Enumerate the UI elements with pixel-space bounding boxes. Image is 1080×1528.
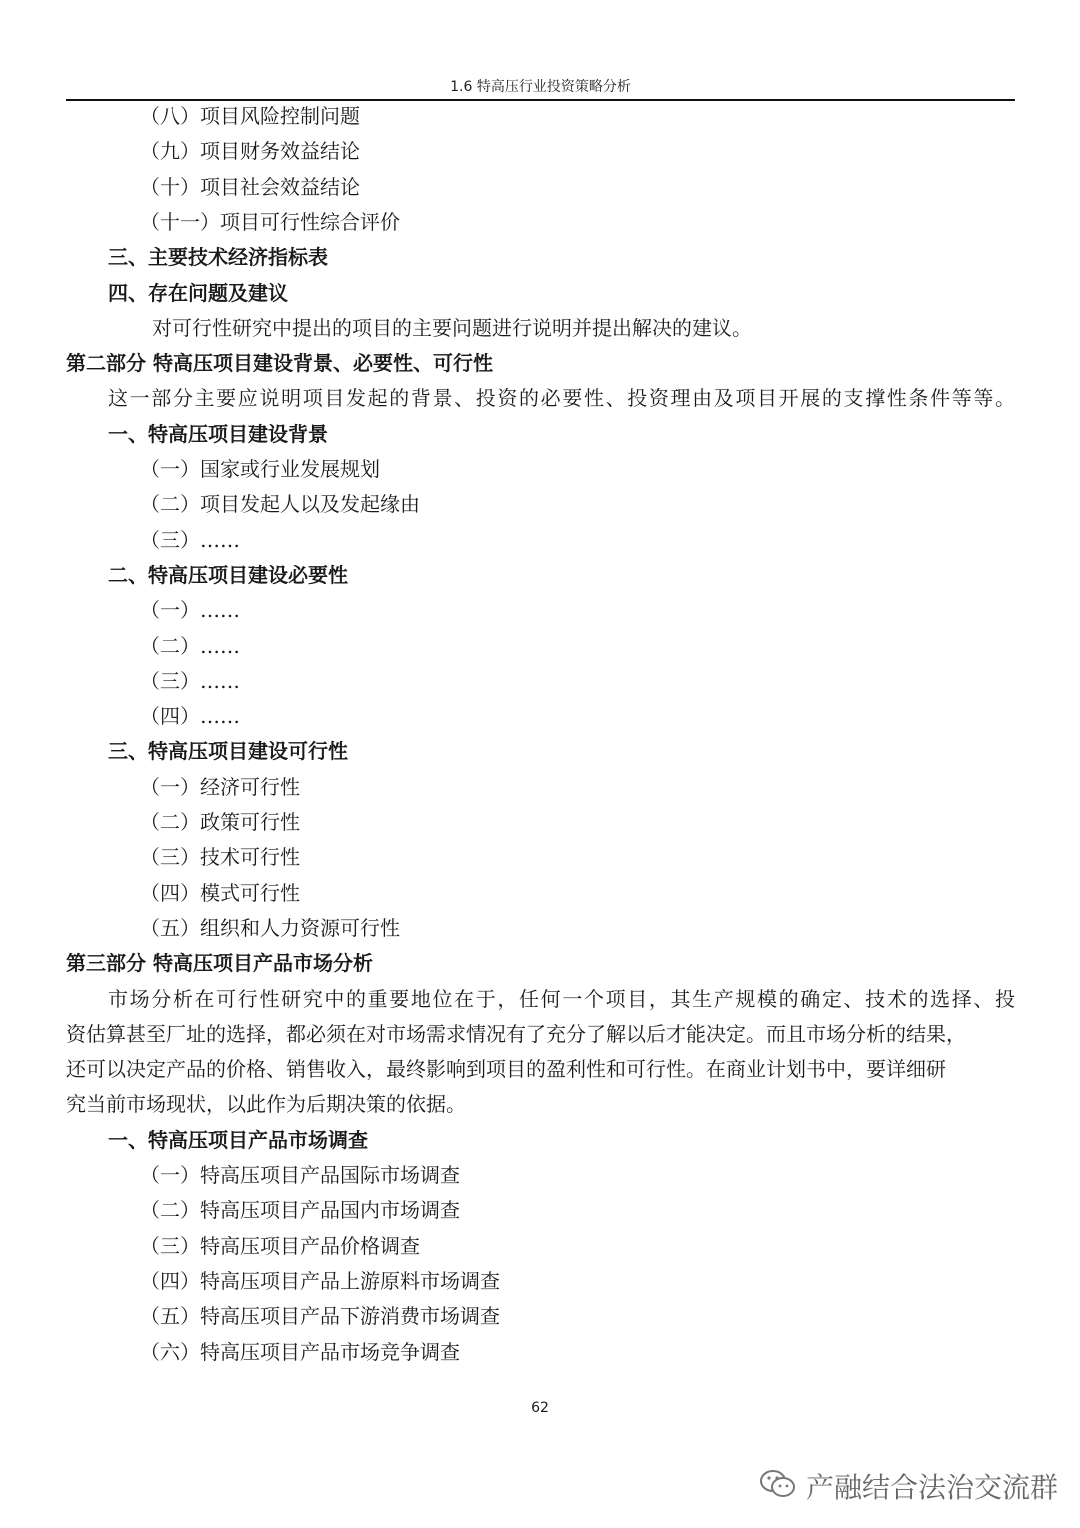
list-item: （三）…… — [140, 527, 240, 552]
paragraph-line: 究当前市场现状，以此作为后期决策的依据。 — [66, 1092, 466, 1117]
list-item: （一）经济可行性 — [140, 774, 300, 799]
paragraph-line: 对可行性研究中提出的项目的主要问题进行说明并提出解决的建议。 — [152, 315, 752, 340]
section-heading: 三、主要技术经济指标表 — [108, 245, 328, 270]
list-item: （二）特高压项目产品国内市场调查 — [140, 1198, 460, 1223]
paragraph-line: 资估算甚至厂址的选择，都必须在对市场需求情况有了充分了解以后才能决定。而且市场分析的结果， — [66, 1021, 966, 1046]
section-heading: 二、特高压项目建设必要性 — [108, 562, 348, 587]
list-item: （一）国家或行业发展规划 — [140, 457, 380, 481]
list-item: （九）项目财务效益结论 — [140, 139, 360, 164]
paragraph-line: 还可以决定产品的价格、销售收入，最终影响到项目的盈利性和可行性。在商业计划书中，要详细研 — [66, 1057, 946, 1082]
list-item: （四）…… — [140, 704, 240, 729]
section-heading: 一、特高压项目建设背景 — [108, 421, 328, 446]
list-item: （一）特高压项目产品国际市场调查 — [140, 1163, 460, 1187]
list-item: （五）组织和人力资源可行性 — [140, 915, 400, 940]
list-item: （二）政策可行性 — [140, 810, 300, 834]
part-heading: 第二部分 特高压项目建设背景、必要性、可行性 — [66, 351, 493, 376]
list-item: （二）项目发起人以及发起缘由 — [140, 492, 420, 517]
list-item: （三）特高压项目产品价格调查 — [140, 1233, 420, 1258]
list-item: （三）技术可行性 — [140, 845, 300, 870]
section-heading: 一、特高压项目产品市场调查 — [108, 1127, 368, 1152]
paragraph-line: 市场分析在可行性研究中的重要地位在于，任何一个项目，其生产规模的确定、技术的选择、投 — [108, 986, 1017, 1011]
watermark — [758, 1464, 1058, 1504]
list-item: （四）模式可行性 — [140, 880, 300, 905]
section-heading: 三、特高压项目建设可行性 — [108, 739, 348, 764]
list-item: （四）特高压项目产品上游原料市场调查 — [140, 1268, 500, 1293]
watermark-text: 产融结合法治交流群 — [806, 1471, 1059, 1504]
list-item: （十一）项目可行性综合评价 — [140, 209, 400, 234]
running-header: 1.6 特高压行业投资策略分析 — [450, 79, 631, 95]
list-item: （十）项目社会效益结论 — [140, 174, 360, 199]
list-item: （八）项目风险控制问题 — [140, 104, 360, 128]
list-item: （二）…… — [140, 633, 240, 658]
list-item: （五）特高压项目产品下游消费市场调查 — [140, 1304, 500, 1329]
wechat-icon — [758, 1468, 798, 1500]
paragraph-line: 这一部分主要应说明项目发起的背景、投资的必要性、投资理由及项目开展的支撑性条件等等。 — [108, 386, 1017, 411]
list-item: （三）…… — [140, 668, 240, 693]
list-item: （一）…… — [140, 598, 240, 623]
part-heading: 第三部分 特高压项目产品市场分析 — [66, 951, 373, 976]
page-number: 62 — [531, 1400, 549, 1416]
list-item: （六）特高压项目产品市场竞争调查 — [140, 1339, 460, 1364]
section-heading: 四、存在问题及建议 — [108, 280, 288, 305]
